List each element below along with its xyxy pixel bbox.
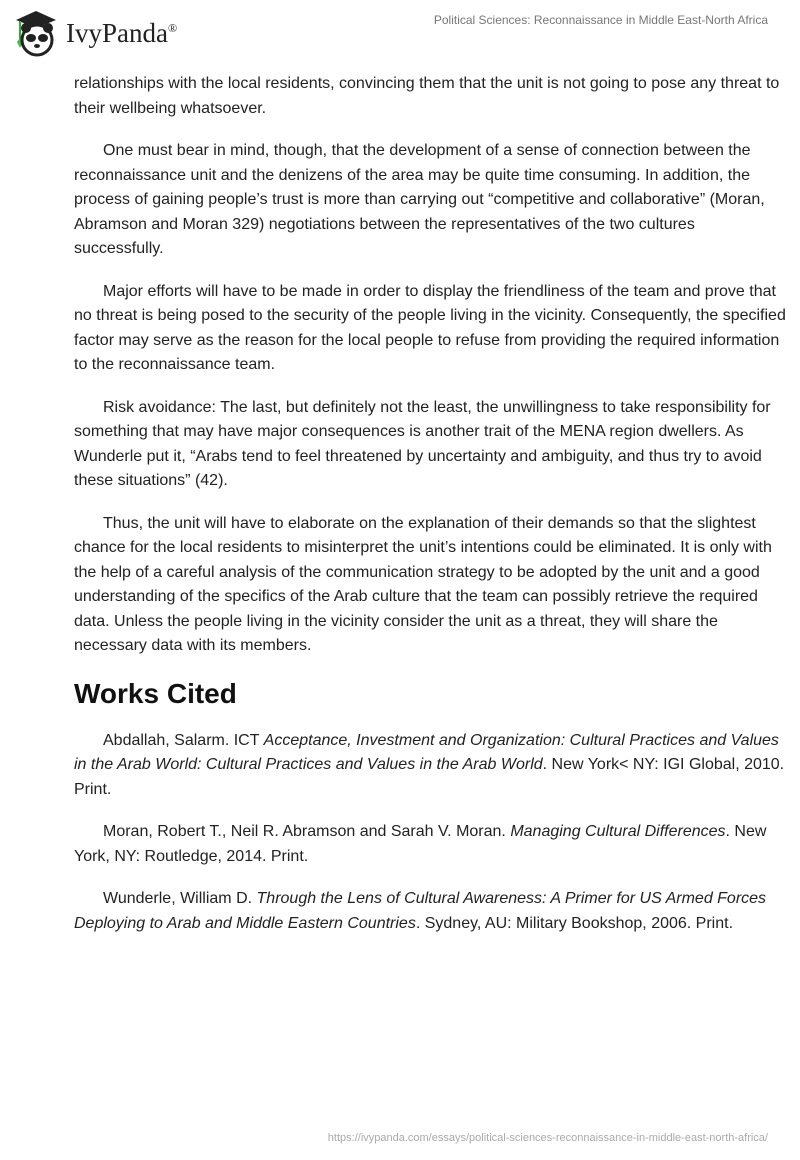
brand-name: IvyPanda® (66, 17, 178, 48)
paragraph: One must bear in mind, though, that the development of a sense of connection between the reconnaissance unit and the denizens of the area may be quite time consuming. In addition, the process of gaining people’s trust is more than carrying out “competitive and collaborative” (Moran, Abramson and Moran 329) negotiations between the representatives of the two cultures successfully. (74, 142, 765, 257)
works-cited-heading: Works Cited (74, 677, 237, 709)
source-url[interactable]: https://ivypanda.com/essays/political-sciences-reconnaissance-in-middle-east-north-africa/ (327, 1132, 768, 1144)
paragraph: relationships with the local residents, convincing them that the unit is not going to pose any threat to their wellbeing whatsoever. (74, 75, 780, 117)
citation-entry: Moran, Robert T., Neil R. Abramson and Sarah V. Moran. Managing Cultural Differences. New York, NY: Routledge, 2014. Print. (74, 823, 767, 865)
page-header (0, 0, 800, 70)
paragraph: Thus, the unit will have to elaborate on the explanation of their demands so that the slightest chance for the local residents to misinterpret the unit’s intentions could be eliminated. It is only with the help of a careful analysis of the communication strategy to be adopted by the unit and a good understanding of the specifics of the Arab culture that the team can possibly retrieve the required data. Unless the people living in the vicinity consider the unit as a threat, they will share the necessary data with its members. (74, 514, 772, 654)
paragraph: Risk avoidance: The last, but definitely not the least, the unwillingness to take responsibility for something that may have major consequences is another trait of the MENA region dwellers. As Wunderle put it, “Arabs tend to feel threatened by uncertainty and ambiguity, and thus try to avoid these situations” (42). (74, 398, 771, 489)
paragraph: Major efforts will have to be made in order to display the friendliness of the team and prove that no threat is being posed to the security of the people living in the vicinity. Consequently, the specified factor may serve as the reason for the local people to refuse from providing the required information to the reconnaissance team. (74, 282, 786, 373)
document-title: Political Sciences: Reconnaissance in Middle East-North Africa (433, 13, 768, 27)
ivypanda-logo[interactable] (12, 8, 177, 58)
citation-entry: Abdallah, Salarm. ICT Acceptance, Investment and Organization: Cultural Practices and Values in the Arab World: Cultural Practices and Values in the Arab World. New York< NY: IGI Global, 2010. Print. (74, 731, 785, 798)
citation-entry: Wunderle, William D. Through the Lens of Cultural Awareness: A Primer for US Armed Forces Deploying to Arab and Middle Eastern Countries. Sydney, AU: Military Bookshop, 2006. Print. (74, 890, 767, 932)
essay-content (74, 72, 786, 954)
panda-graduate-icon (12, 8, 60, 58)
